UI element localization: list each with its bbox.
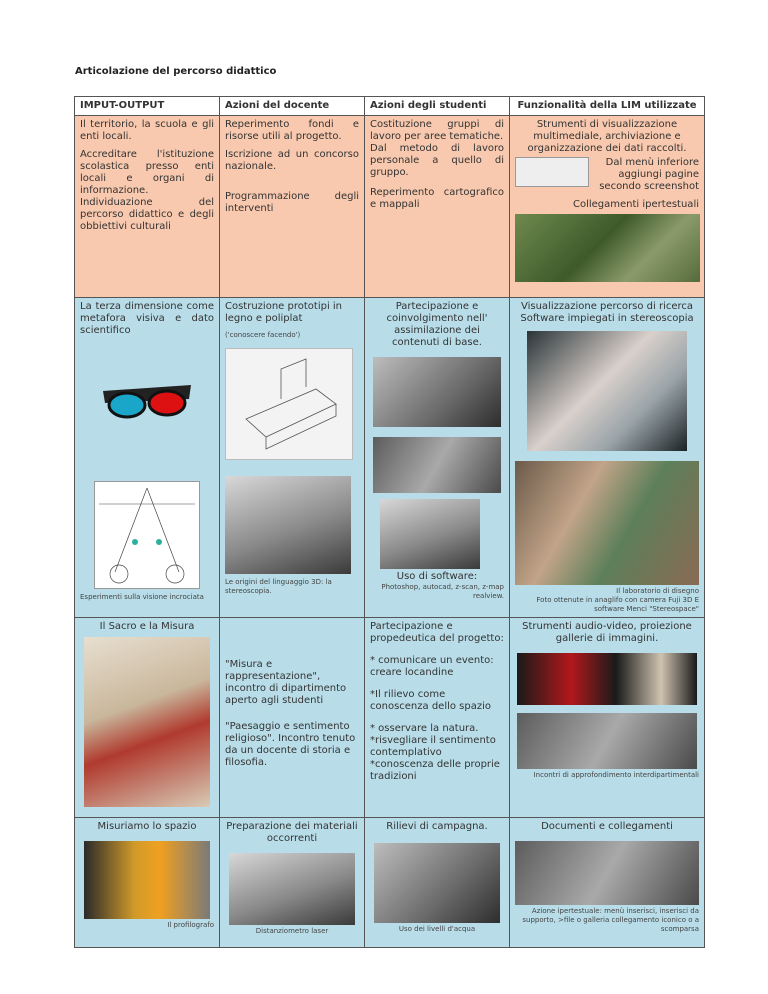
screenshot-menu-image xyxy=(515,157,589,187)
software-photo xyxy=(380,499,480,569)
lim-caption: Incontri di approfondimento interdipartimentali xyxy=(533,771,699,779)
doc-text-b: Iscrizione ad un concorso nazionale. xyxy=(225,149,359,172)
stu-text-d: * osservare la natura. *risvegliare il sentimento contemplativo *conoscenza delle proprie tradizioni xyxy=(370,723,500,782)
io-caption: Esperimenti sulla visione incrociata xyxy=(80,593,204,601)
laser-meter-image xyxy=(229,853,355,925)
io-caption: Il profilografo xyxy=(167,921,214,929)
row-misuriamo xyxy=(75,818,705,948)
stu-text-a: Partecipazione e propedeutica del progetto: xyxy=(370,621,504,644)
lim-text: Documenti e collegamenti xyxy=(541,821,673,832)
anaglyph-capital-image xyxy=(527,331,687,451)
stu-text: Partecipazione e coinvolgimento nell' assimilazione dei contenuti di base. xyxy=(386,301,488,348)
stu-caption: Uso di software: xyxy=(396,571,478,582)
lim-caption-1: Il laboratorio di disegno xyxy=(616,587,699,595)
header-docente: Azioni del docente xyxy=(220,97,365,116)
row-territorio xyxy=(75,116,705,298)
water-level-image xyxy=(374,843,500,923)
stu-text-c: *Il rilievo come conoscenza dello spazio xyxy=(370,689,492,712)
io-text-b: Accreditare l'istituzione scolastica presso enti locali e organi di informazione. xyxy=(80,149,214,196)
profilograph-image xyxy=(84,841,210,919)
header-row xyxy=(75,97,705,116)
stu-text-a: Costituzione gruppi di lavoro per aree tematiche. xyxy=(370,119,504,142)
conference-photo-1 xyxy=(517,653,697,705)
page-title: Articolazione del percorso didattico xyxy=(75,66,277,77)
conference-photo-2 xyxy=(517,713,697,769)
viewer-photo-2 xyxy=(373,437,501,493)
row-sacro-misura xyxy=(75,618,705,818)
doc-text-b: "Paesaggio e sentimento religioso". Incontro tenuto da un docente di storia e filosofia. xyxy=(225,721,356,768)
io-text: Il Sacro e la Misura xyxy=(99,621,195,632)
lim-text: Strumenti audio-video, proiezione gallerie di immagini. xyxy=(522,621,692,644)
lim-text-a: Strumenti di visualizzazione multimediale, archiviazione e organizzazione dei dati raccolti. xyxy=(527,119,687,154)
stu-text-c: Reperimento cartografico e mappali xyxy=(370,187,504,210)
header-lim: Funzionalità della LIM utilizzate xyxy=(510,97,705,116)
viewer-photo-1 xyxy=(373,357,501,427)
stereoscope-image xyxy=(225,476,351,574)
anaglyph-model-image xyxy=(515,461,699,585)
lim-text-c: Collegamenti ipertestuali xyxy=(572,199,699,210)
stu-text: Rilievi di campagna. xyxy=(386,821,488,832)
doc-text: Preparazione dei materiali occorrenti xyxy=(226,821,358,844)
lim-caption-2: Foto ottenute in anaglifo con camera Fuji 3D E software Menci "Stereospace" xyxy=(536,596,699,613)
doc-text-a: "Misura e rappresentazione", incontro di dipartimento aperto agli studenti xyxy=(225,659,347,706)
doc-note: ('conoscere facendo') xyxy=(225,331,301,339)
doc-text-a: Reperimento fondi e risorse utili al progetto. xyxy=(225,119,359,142)
row-terza-dimensione xyxy=(75,298,705,618)
io-text-a: Il territorio, la scuola e gli enti locali. xyxy=(80,119,214,142)
stu-caption-2: Photoshop, autocad, z-scan, z-map realview. xyxy=(381,583,504,600)
lim-text-b2: aggiungi pagine xyxy=(618,169,699,180)
anaglyph-glasses-image xyxy=(99,377,195,427)
lim-text: Visualizzazione percorso di ricerca Software impiegati in stereoscopia xyxy=(520,301,694,324)
header-studenti: Azioni degli studenti xyxy=(365,97,510,116)
doc-caption: Distanziometro laser xyxy=(255,927,329,935)
crossed-vision-diagram xyxy=(94,481,200,589)
lim-caption: Azione ipertestuale: menù inserisci, inserisci da supporto, >file o galleria collegamento iconico o a scomparsa xyxy=(522,907,699,933)
doc-caption: Le origini del linguaggio 3D: la stereoscopia. xyxy=(225,578,332,595)
stu-caption: Uso dei livelli d'acqua xyxy=(398,925,476,933)
map-screenshot-image xyxy=(515,214,700,282)
io-text: La terza dimensione come metafora visiva e dato scientifico xyxy=(80,301,214,336)
doc-text: Costruzione prototipi in legno e poliplat xyxy=(225,301,343,324)
io-text-c: Individuazione del percorso didattico e degli obbiettivi culturali xyxy=(80,197,214,232)
event-poster-image xyxy=(84,637,210,807)
io-text: Misuriamo lo spazio xyxy=(97,821,197,832)
documents-photo xyxy=(515,841,699,905)
lim-text-b1: Dal menù inferiore xyxy=(605,157,699,168)
stu-text-b: Dal metodo di lavoro personale a quello di gruppo. xyxy=(370,143,504,178)
didactic-table xyxy=(74,96,705,948)
stu-text-b: * comunicare un evento: creare locandine xyxy=(370,655,494,678)
lim-text-b3: secondo screenshot xyxy=(599,181,699,192)
doc-text-c: Programmazione degli interventi xyxy=(225,191,359,214)
prototype-drawing-image xyxy=(225,348,353,460)
header-imput-output: IMPUT-OUTPUT xyxy=(75,97,220,116)
